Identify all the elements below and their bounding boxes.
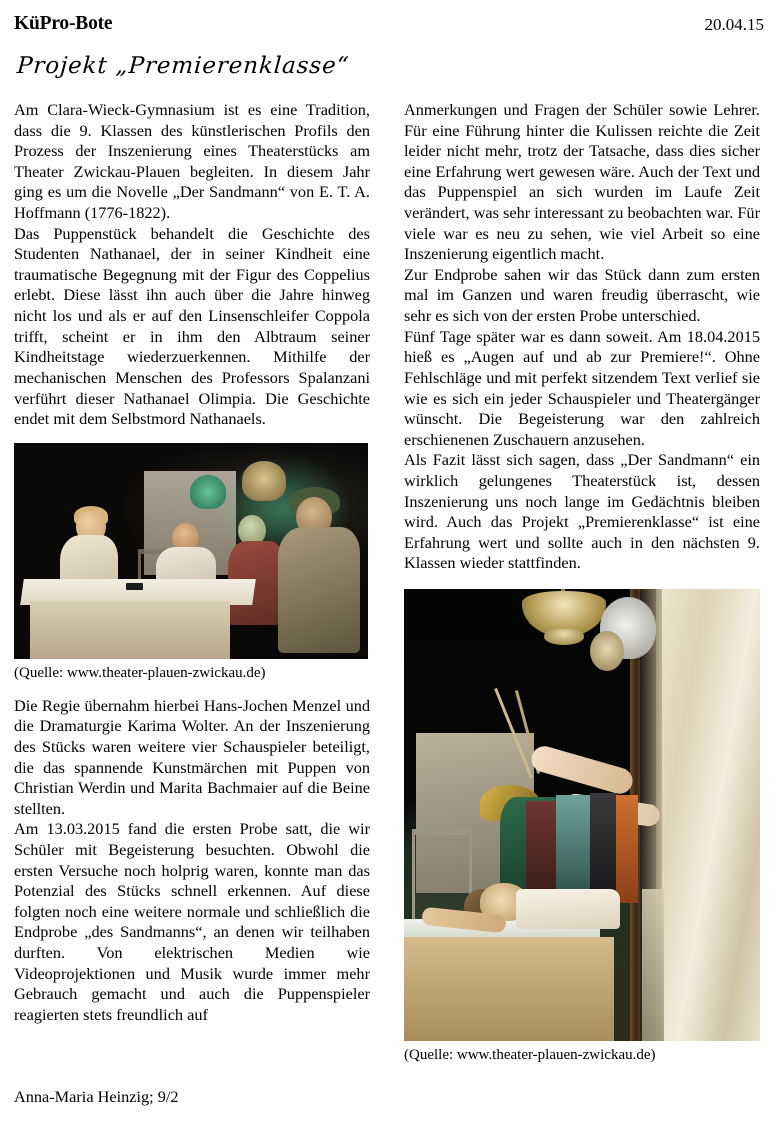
publication-title: KüPro-Bote <box>14 13 113 34</box>
paragraph: Am 13.03.2015 fand die ersten Probe satt, die wir Schüler mit Begeisterung besuchten. Obwohl die ersten Versuche noch holprig waren, konnte man das Potenzial des Stücks schnell erkennen. Auf diese folgten noch eine weitere normale und schließlich die Endprobe „des Sandmanns“, an denen wir teilhaben durften. Von elektrischen Medien wie Videoprojektionen und Musik wurde immer mehr Gebrauch gemacht und auch die Puppenspieler reagierten stets freundlich auf <box>14 819 370 1024</box>
curtain <box>656 589 760 1041</box>
article-headline: Projekt „Premierenklasse“ <box>16 53 351 79</box>
paragraph: Die Regie übernahm hierbei Hans-Jochen Menzel und die Dramaturgie Karima Wolter. An der Inszenierung des Stücks waren weitere vier Schauspieler beteiligt, die das spannende Kunstmärchen mit Puppen von Christian Werdin und Marita Bachmaier auf die Beine stellten. <box>14 695 370 818</box>
curtain-edge <box>642 889 664 1041</box>
puppet-gold <box>242 461 286 501</box>
chandelier-lower <box>544 629 584 645</box>
paragraph: Fünf Tage später war es dann soweit. Am 18.04.2015 hieß es „Augen auf und ab zur Premiere!“. Ohne Fehlschläge und mit perfekt sitzendem Text verlief sie wie es sich ein jeder Schauspieler und Theatergänger wünscht. Die Begeisterung war den zahlreich erschienenen Zuschauern anzusehen. <box>404 326 760 449</box>
puppet-head <box>590 631 624 671</box>
photo-caption: (Quelle: www.theater-plauen-zwickau.de) <box>404 1047 656 1064</box>
right-column <box>404 100 760 1064</box>
tablecloth <box>30 601 230 659</box>
hanging-costume <box>556 795 590 899</box>
paragraph: Anmerkungen und Fragen der Schüler sowie Lehrer. Für eine Führung hinter die Kulissen reichte die Zeit leider nicht mehr, trotz der Tatsache, dass dies sicher eine Erfahrung wert gewesen wäre. Auch der Text und das Puppenspiel an sich wurden im Laufe Zeit verändert, was sehr interessant zu beobachten war. Für viele war es neu zu sehen, wie viel Arbeit so eine Inszenierung eigentlich macht. <box>404 100 760 264</box>
figure-torso <box>516 889 620 929</box>
left-column <box>14 100 370 1026</box>
paragraph: Als Fazit lässt sich sagen, dass „Der Sandmann“ ein wirklich gelungenes Theaterstück ist, dessen Inszenierung uns noch lange im Gedächtnis bleiben wird. Auch das Projekt „Premierenklasse“ ist eine Erfahrung wert und sollte auch in den nächsten 9. Klassen wieder stattfinden. <box>404 450 760 573</box>
tablecloth <box>404 937 614 1041</box>
paragraph: Das Puppenstück behandelt die Geschichte des Studenten Nathanael, der in seiner Kindheit eine traumatische Begegnung mit der Figur des Coppelius erlebt. Diese lässt ihn auch über die Jahre hinweg nicht los und als er auf den Linsenschleifer Coppola trifft, scheint er in ihm den Albtraum seiner Kindheitstage wiederzuerkennen. Mithilfe der mechanischen Menschen des Professors Spalanzani verführt dieser Nathanael Olimpia. Die Geschichte endet mit dem Selbstmord Nathanaels. <box>14 223 370 429</box>
issue-date: 20.04.15 <box>704 15 764 34</box>
hanging-costume <box>616 795 638 903</box>
photo-caption: (Quelle: www.theater-plauen-zwickau.de) <box>14 664 266 681</box>
author-byline: Anna-Maria Heinzig; 9/2 <box>14 1087 179 1107</box>
paragraph: Am Clara-Wieck-Gymnasium ist es eine Tradition, dass die 9. Klassen des künstlerischen Profils den Prozess der Inszenierung eines Theaterstücks am Theater Zwickau-Plauen begleiten. In diesem Jahr ging es um die Novelle „Der Sandmann“ von E. T. A. Hoffmann (1776-1822). <box>14 100 370 223</box>
object-on-table <box>126 583 143 590</box>
hanging-costume <box>526 801 556 897</box>
page-masthead <box>14 14 764 44</box>
actor-4-body <box>278 527 360 653</box>
puppet-green <box>190 475 226 509</box>
stage-photo-actors-at-table <box>14 443 368 659</box>
article-body <box>14 100 764 1075</box>
stage-photo-chandelier-and-figure <box>404 589 760 1041</box>
hanging-costume <box>590 793 618 897</box>
paragraph: Zur Endprobe sahen wir das Stück dann zum ersten mal im Ganzen und waren freudig überrascht, wie sehr es sich von der ersten Probe unterschied. <box>404 264 760 326</box>
